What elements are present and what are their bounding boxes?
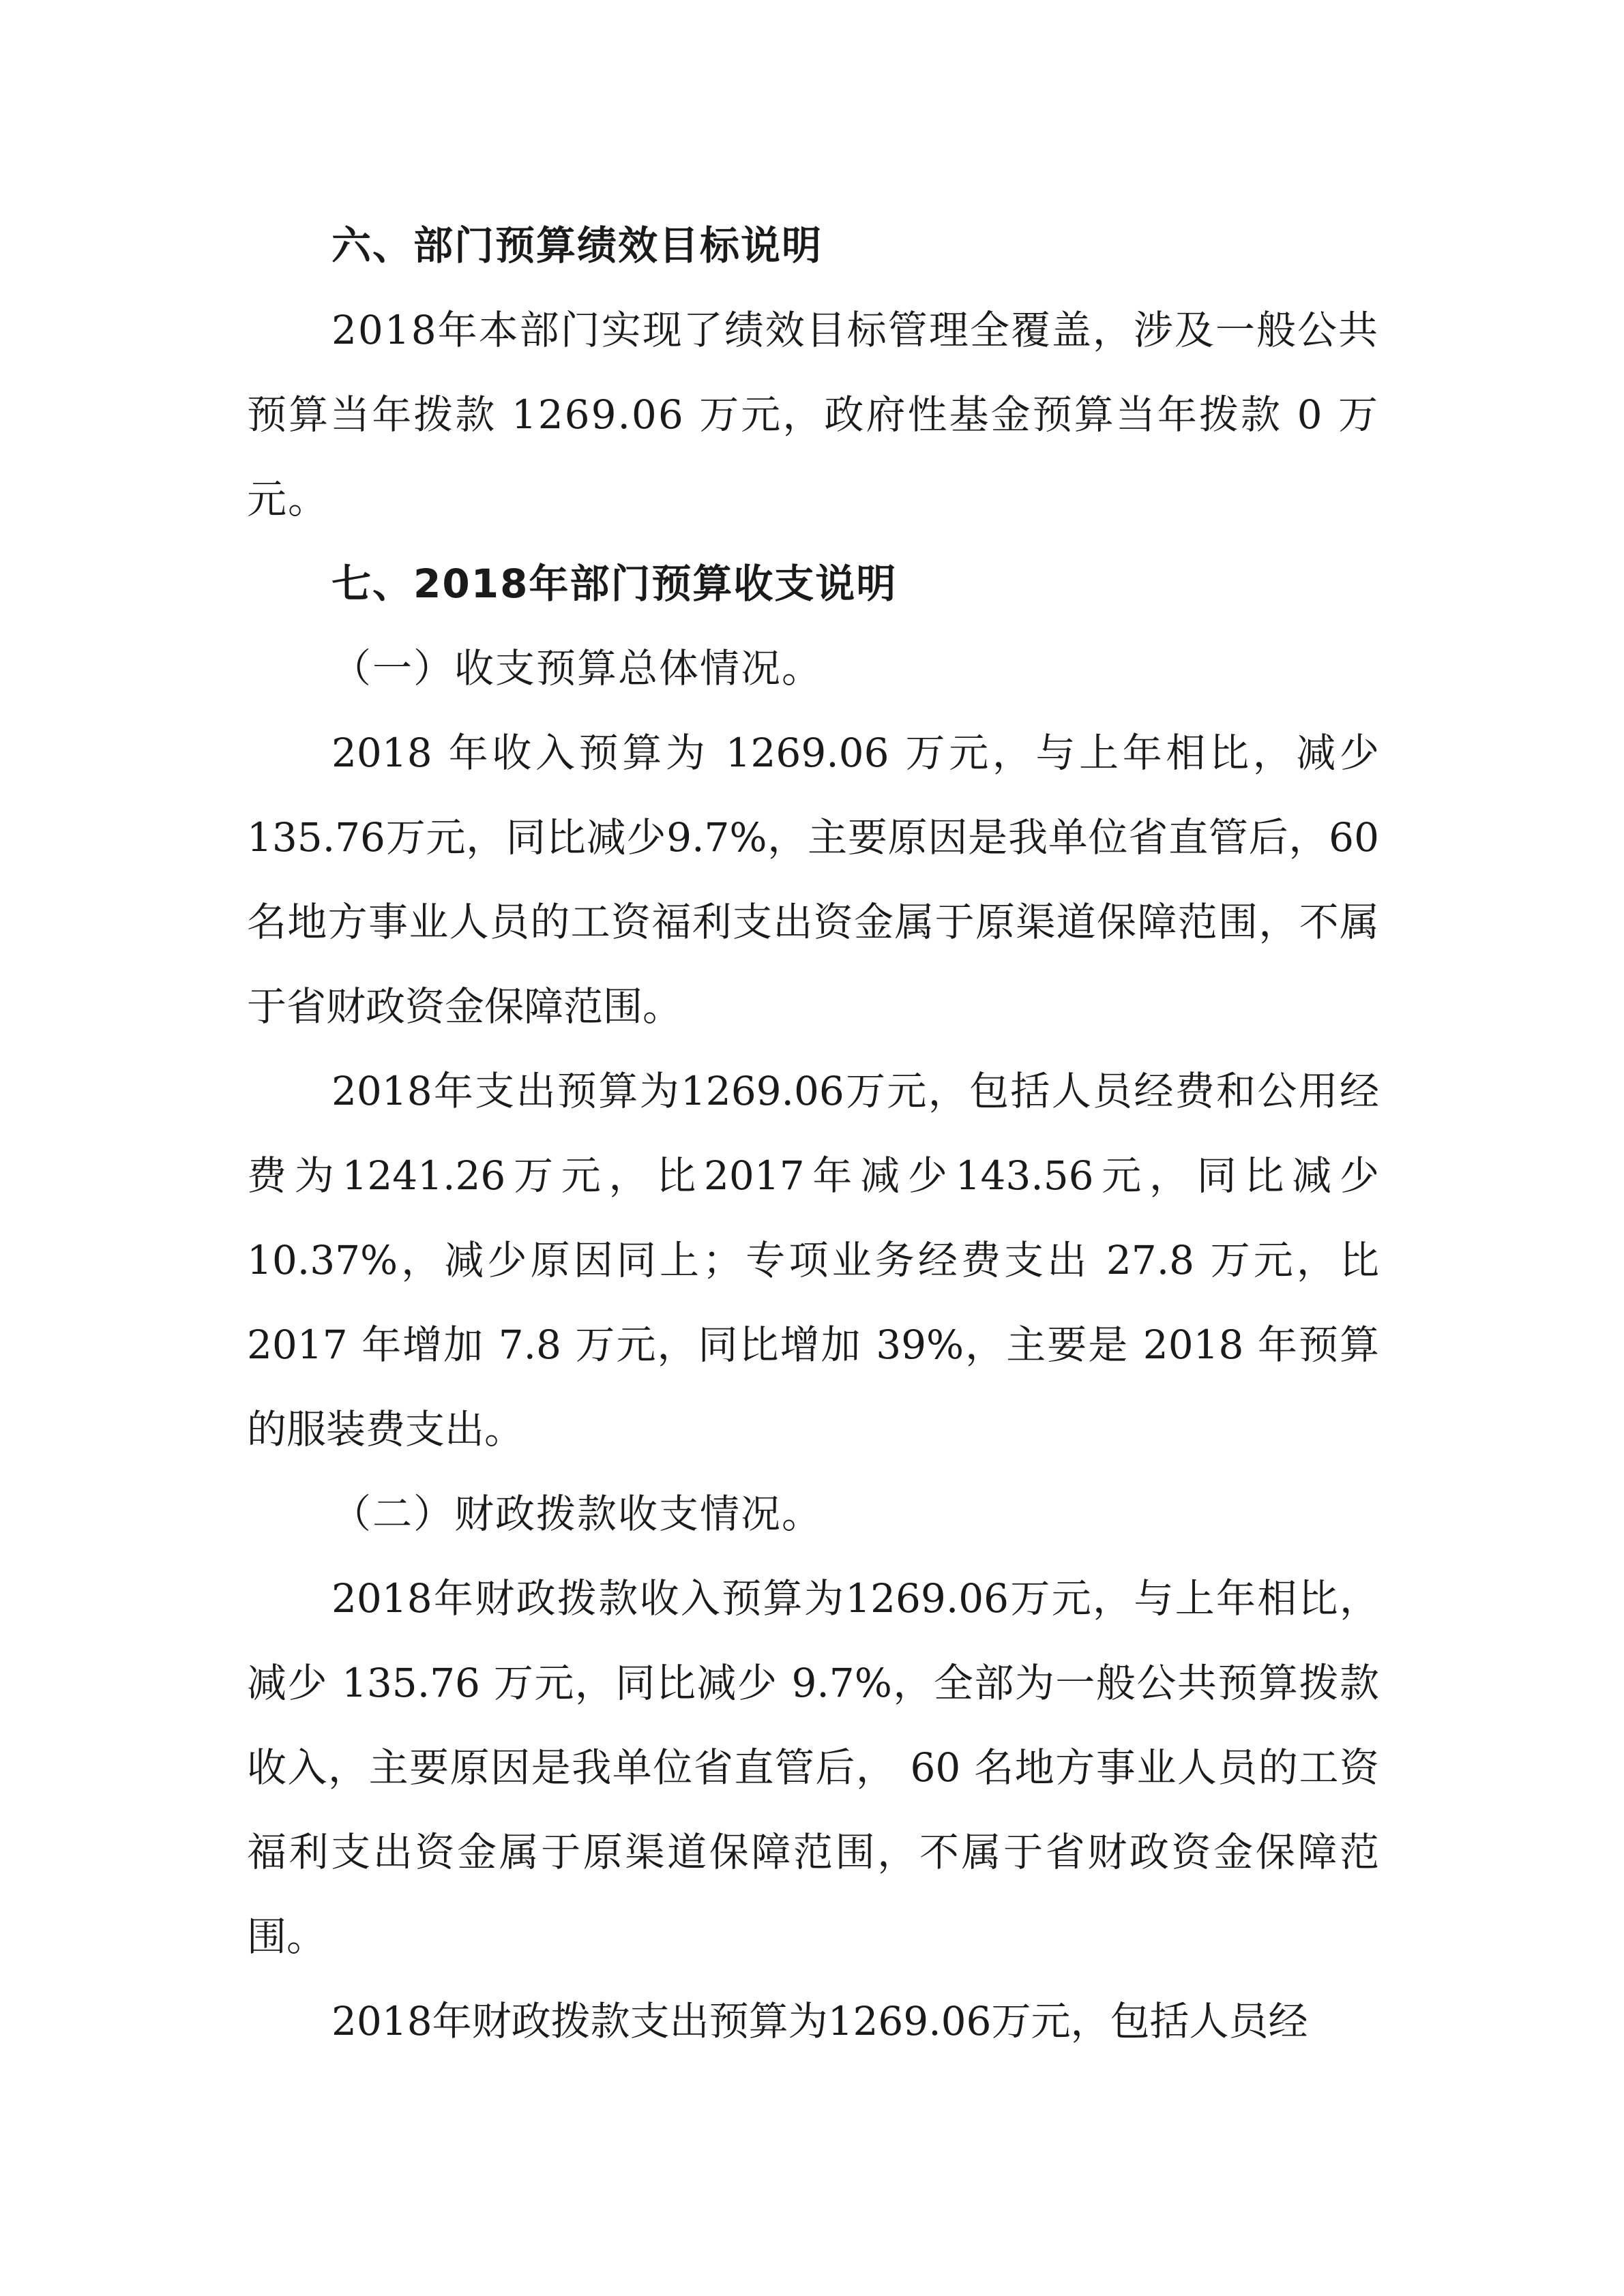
paragraph-fiscal-revenue: 2018年财政拨款收入预算为1269.06万元，与上年相比，减少 135.76 万元，同比减少 9.7%，全部为一般公共预算拨款收入，主要原因是我单位省直管后， 60 名地方事业人员的工资福利支出资金属于原渠道保障范围，不属于省财政资金保障范围。: [247, 1575, 1379, 1960]
subsection-heading-overall: （一）收支预算总体情况。: [331, 645, 823, 691]
subsection-heading-fiscal-appropriation: （二）财政拨款收支情况。: [331, 1491, 823, 1537]
paragraph-revenue-budget: 2018 年收入预算为 1269.06 万元，与上年相比，减少135.76万元，同比减少9.7%，主要原因是我单位省直管后，60 名地方事业人员的工资福利支出资金属于原渠道保障范围，不属于省财政资金保障范围。: [247, 730, 1379, 1030]
document-body: [247, 203, 1379, 2063]
paragraph-fiscal-expenditure: 2018年财政拨款支出预算为1269.06万元，包括人员经: [331, 1998, 1308, 2044]
paragraph-performance-goals: 2018年本部门实现了绩效目标管理全覆盖，涉及一般公共预算当年拨款 1269.06 万元，政府性基金预算当年拨款 0 万元。: [247, 307, 1379, 522]
paragraph-expenditure-budget: 2018年支出预算为1269.06万元，包括人员经费和公用经费为1241.26万元，比2017年减少143.56元，同比减少10.37%，减少原因同上；专项业务经费支出 27.8 万元，比2017 年增加 7.8 万元，同比增加 39%，主要是 2018 年预算的服装费支出。: [247, 1068, 1379, 1452]
section-heading-performance-goals: 六、部门预算绩效目标说明: [331, 222, 823, 269]
section-heading-budget-revenue-expenditure: 七、2018年部门预算收支说明: [331, 561, 898, 607]
